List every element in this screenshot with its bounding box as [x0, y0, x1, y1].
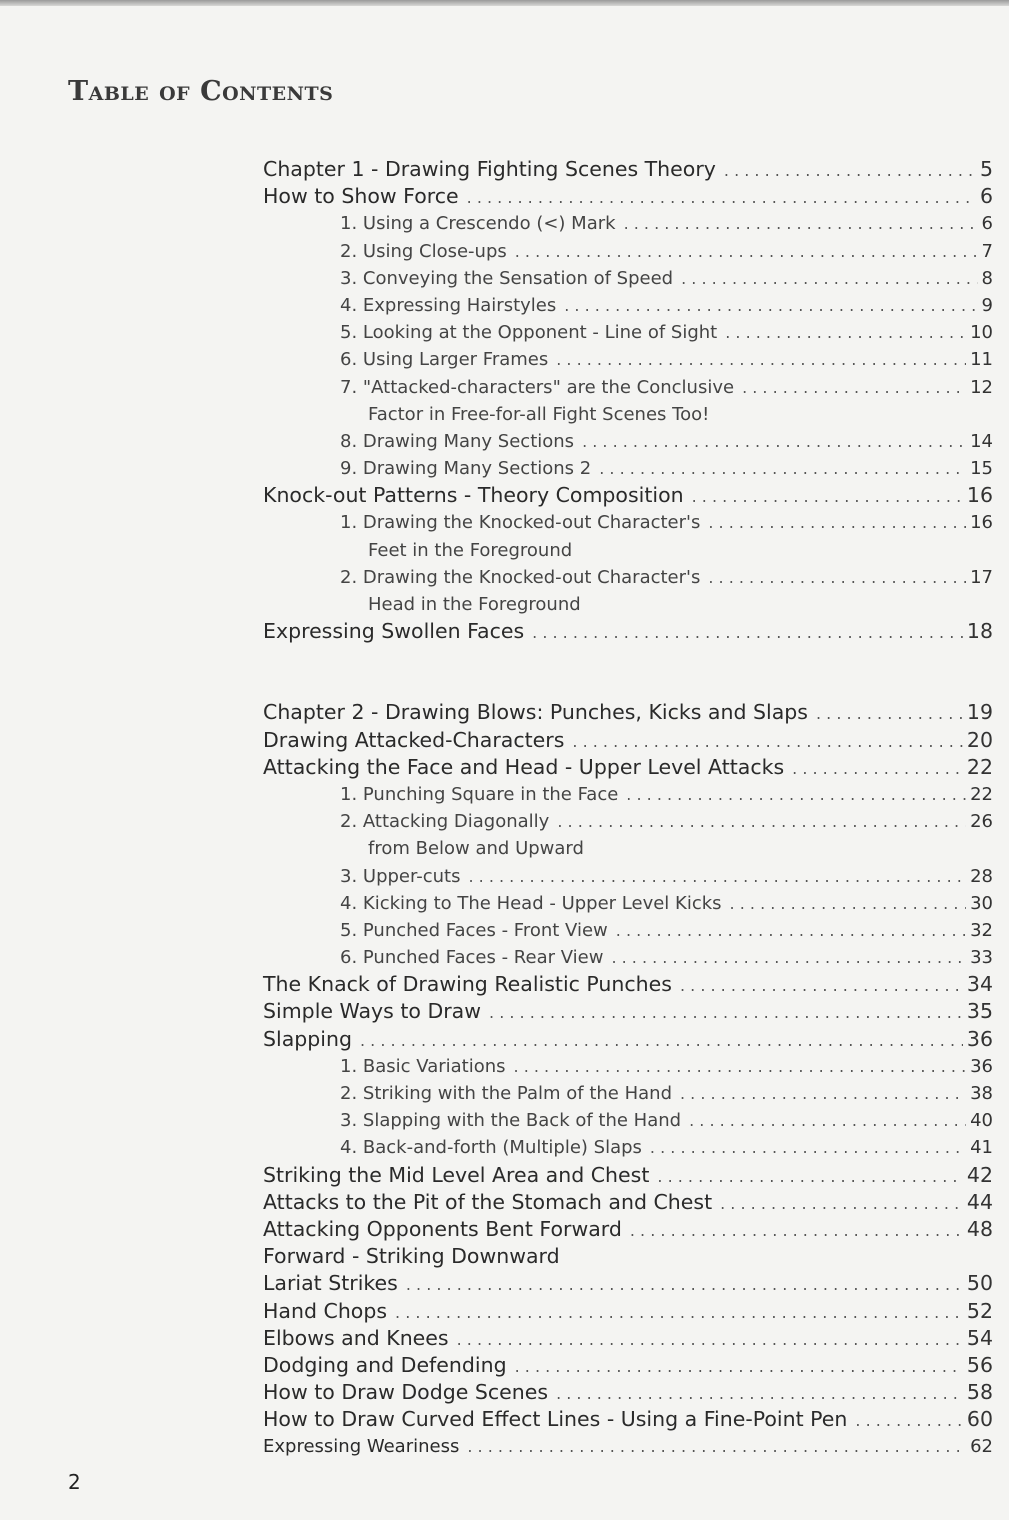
entry-title: Expressing Weariness	[263, 1436, 460, 1458]
entry-page-number: 36	[966, 1026, 993, 1051]
entry-title: Elbows and Knees	[263, 1325, 449, 1350]
entry-title: 3. Conveying the Sensation of Speed	[340, 267, 674, 289]
toc-section	[263, 156, 993, 645]
dot-leader	[681, 265, 977, 292]
entry-title: Slapping	[263, 1026, 352, 1051]
entry-page-number: 48	[966, 1216, 993, 1241]
entry-title: 2. Drawing the Knocked-out Character's	[340, 566, 701, 588]
entry-page-number: 5	[979, 157, 993, 181]
entry-title: 1. Drawing the Knocked-out Character's	[340, 512, 701, 534]
entry-title: How to Draw Curved Effect Lines - Using a Fine-Point Pen	[263, 1407, 848, 1432]
entry-title: 2. Using Close-ups	[340, 240, 507, 262]
entry-title: Simple Ways to Draw	[263, 999, 482, 1024]
dot-leader	[572, 728, 963, 755]
entry-title-continuation: from Below and Upward	[368, 838, 584, 860]
entry-title: 6. Punched Faces - Rear View	[340, 947, 604, 969]
dot-leader	[708, 509, 966, 536]
entry-page-number: 6	[979, 184, 993, 209]
entry-title: Chapter 1 - Drawing Fighting Scenes Theory	[263, 157, 716, 181]
toc-subentry[interactable]	[263, 1134, 993, 1161]
toc-subentry[interactable]	[263, 455, 993, 482]
toc-subentry[interactable]	[263, 781, 993, 808]
entry-title: 5. Looking at the Opponent - Line of Sight	[340, 322, 718, 344]
toc-entry[interactable]	[263, 1162, 993, 1189]
entry-page-number: 19	[966, 700, 993, 725]
toc-subentry[interactable]	[263, 509, 993, 563]
dot-leader	[467, 184, 976, 211]
entry-title: 2. Attacking Diagonally	[340, 811, 550, 833]
dot-leader	[616, 917, 966, 944]
entry-title: Expressing Swollen Faces	[263, 619, 525, 644]
toc-entry[interactable]	[263, 1270, 993, 1297]
entry-title: Attacking Opponents Bent Forward	[263, 1216, 622, 1241]
toc-entry[interactable]	[263, 156, 993, 183]
toc-subentry[interactable]	[263, 564, 993, 618]
toc-subentry[interactable]	[263, 265, 993, 292]
entry-title: 4. Expressing Hairstyles	[340, 294, 557, 316]
dot-leader	[626, 781, 966, 808]
toc-subentry[interactable]	[263, 210, 993, 237]
toc-subentry[interactable]	[263, 319, 993, 346]
entry-title: Dodging and Defending	[263, 1352, 507, 1377]
entry-title: 2. Striking with the Palm of the Hand	[340, 1083, 672, 1104]
dot-leader	[467, 1433, 966, 1460]
entry-title: Attacks to the Pit of the Stomach and Chest	[263, 1189, 713, 1214]
dot-leader	[657, 1163, 963, 1190]
entry-page-number: 40	[970, 1110, 993, 1132]
page-number: 2	[68, 1470, 81, 1494]
dot-leader	[855, 1407, 963, 1434]
entry-title: Attacking the Face and Head - Upper Level Attacks	[263, 754, 785, 779]
dot-leader	[720, 1190, 963, 1217]
entry-title: 7. "Attacked-characters" are the Conclusive	[340, 376, 735, 398]
toc-entry[interactable]	[263, 482, 993, 509]
toc-subentry[interactable]	[263, 374, 993, 428]
dot-leader	[624, 210, 978, 237]
dot-leader	[468, 863, 966, 890]
dot-leader	[599, 455, 966, 482]
entry-page-number: 28	[970, 865, 993, 887]
dot-leader	[611, 944, 966, 971]
dot-leader	[515, 1353, 963, 1380]
entry-page-number: 35	[966, 999, 993, 1024]
entry-page-number: 58	[966, 1380, 993, 1405]
entry-page-number: 44	[966, 1189, 993, 1214]
entry-page-number: 14	[970, 430, 993, 452]
entry-title: 1. Punching Square in the Face	[340, 783, 619, 805]
entry-page-number: 56	[966, 1352, 993, 1377]
entry-page-number: 10	[970, 322, 993, 344]
dot-leader	[457, 1326, 963, 1353]
toc-subentry[interactable]	[263, 1053, 993, 1080]
entry-page-number: 62	[970, 1436, 993, 1458]
toc-subentry[interactable]	[263, 808, 993, 862]
dot-leader	[680, 1080, 966, 1107]
entry-title: How to Show Force	[263, 184, 459, 209]
toc-subentry[interactable]	[263, 292, 993, 319]
entry-title: Hand Chops	[263, 1298, 388, 1323]
dot-leader	[556, 346, 966, 373]
page-title: Table of Contents	[68, 76, 334, 107]
toc-entry[interactable]	[263, 1026, 993, 1053]
toc-subentry[interactable]	[263, 1080, 993, 1107]
toc-entry[interactable]	[263, 183, 993, 210]
entry-page-number: 6	[981, 213, 993, 235]
toc-entry[interactable]	[263, 618, 993, 645]
entry-page-number: 8	[981, 267, 993, 289]
dot-leader	[406, 1271, 963, 1298]
dot-leader	[630, 1217, 963, 1244]
entry-page-number: 34	[966, 972, 993, 997]
entry-title: 3. Slapping with the Back of the Hand	[340, 1110, 682, 1132]
entry-title: 5. Punched Faces - Front View	[340, 919, 608, 941]
toc-entry[interactable]	[263, 1406, 993, 1433]
entry-page-number: 30	[970, 892, 993, 914]
toc-entry[interactable]	[263, 1298, 993, 1325]
entry-page-number: 36	[970, 1055, 993, 1077]
toc-subentry[interactable]	[263, 346, 993, 373]
toc-entry[interactable]	[263, 754, 993, 781]
entry-title: Lariat Strikes	[263, 1271, 398, 1296]
dot-leader	[556, 1380, 963, 1407]
toc-section	[263, 699, 993, 1460]
page-top-edge	[0, 0, 1009, 6]
entry-title: 4. Kicking to The Head - Upper Level Kicks	[340, 892, 722, 914]
dot-leader	[692, 483, 963, 510]
toc-subentry[interactable]	[263, 917, 993, 944]
entry-title: 9. Drawing Many Sections 2	[340, 458, 592, 480]
toc-entry[interactable]	[263, 1379, 993, 1406]
dot-leader	[730, 890, 967, 917]
entry-title-continuation: Factor in Free-for-all Fight Scenes Too!	[368, 403, 710, 425]
entry-page-number: 20	[966, 727, 993, 752]
entry-title-continuation: Head in the Foreground	[368, 594, 581, 615]
entry-title: Forward - Striking Downward	[263, 1244, 560, 1269]
toc-entry[interactable]	[263, 1189, 993, 1216]
dot-leader	[708, 564, 966, 591]
entry-title: Drawing Attacked-Characters	[263, 727, 565, 752]
entry-title: The Knack of Drawing Realistic Punches	[263, 972, 672, 997]
entry-page-number: 41	[970, 1137, 993, 1159]
dot-leader	[792, 755, 963, 782]
entry-page-number: 11	[970, 349, 993, 371]
toc-subentry[interactable]	[263, 428, 993, 455]
entry-page-number: 60	[966, 1407, 993, 1432]
dot-leader	[680, 972, 963, 999]
entry-page-number: 38	[970, 1083, 993, 1104]
entry-page-number: 50	[966, 1271, 993, 1296]
dot-leader	[725, 319, 966, 346]
entry-page-number: 12	[970, 376, 993, 398]
toc-entry[interactable]	[263, 1352, 993, 1379]
toc-entry[interactable]	[263, 1433, 993, 1460]
entry-page-number: 33	[970, 947, 993, 969]
entry-title: Chapter 2 - Drawing Blows: Punches, Kicks and Slaps	[263, 700, 808, 725]
entry-page-number: 32	[970, 919, 993, 941]
entry-page-number: 16	[966, 483, 993, 508]
entry-page-number: 26	[970, 811, 993, 833]
dot-leader	[742, 374, 966, 401]
entry-title: Striking the Mid Level Area and Chest	[263, 1162, 650, 1187]
entry-title: 1. Using a Crescendo (<) Mark	[340, 213, 616, 235]
toc-entry[interactable]	[263, 1216, 993, 1243]
toc-subentry[interactable]	[263, 238, 993, 265]
dot-leader	[395, 1299, 963, 1326]
entry-title: 1. Basic Variations	[340, 1055, 506, 1077]
entry-page-number: 54	[966, 1325, 993, 1350]
dot-leader	[514, 1053, 967, 1080]
dot-leader	[557, 808, 966, 835]
entry-title: How to Draw Dodge Scenes	[263, 1380, 549, 1405]
entry-title: 6. Using Larger Frames	[340, 349, 549, 371]
toc-entry[interactable]	[263, 998, 993, 1025]
dot-leader	[360, 1027, 963, 1054]
toc-subentry[interactable]	[263, 890, 993, 917]
entry-title: 4. Back-and-forth (Multiple) Slaps	[340, 1137, 642, 1159]
dot-leader	[515, 238, 978, 265]
table-of-contents	[263, 156, 993, 1461]
entry-page-number: 15	[970, 458, 993, 480]
entry-page-number: 22	[970, 783, 993, 805]
entry-page-number: 7	[981, 240, 993, 262]
toc-entry[interactable]	[263, 727, 993, 754]
dot-leader	[724, 157, 976, 184]
entry-page-number: 16	[970, 512, 993, 534]
toc-subentry[interactable]	[263, 1107, 993, 1134]
toc-subentry[interactable]	[263, 944, 993, 971]
toc-entry[interactable]	[263, 1325, 993, 1352]
dot-leader	[582, 428, 966, 455]
entry-page-number: 18	[966, 619, 993, 644]
dot-leader	[489, 999, 963, 1026]
dot-leader	[689, 1107, 966, 1134]
toc-entry[interactable]	[263, 699, 993, 726]
entry-page-number: 52	[966, 1298, 993, 1323]
dot-leader	[650, 1134, 966, 1161]
entry-title: Knock-out Patterns - Theory Composition	[263, 483, 684, 508]
entry-page-number: 22	[966, 754, 993, 779]
entry-page-number: 9	[981, 294, 993, 316]
dot-leader	[564, 292, 977, 319]
entry-page-number: 17	[970, 566, 993, 588]
entry-title: 8. Drawing Many Sections	[340, 430, 575, 452]
entry-title: 3. Upper-cuts	[340, 865, 461, 887]
dot-leader	[816, 700, 963, 727]
entry-title-continuation: Feet in the Foreground	[368, 539, 573, 561]
toc-entry[interactable]	[263, 1243, 993, 1270]
section-gap	[263, 645, 993, 699]
entry-page-number: 42	[966, 1162, 993, 1187]
toc-subentry[interactable]	[263, 863, 993, 890]
dot-leader	[532, 619, 963, 646]
toc-entry[interactable]	[263, 971, 993, 998]
